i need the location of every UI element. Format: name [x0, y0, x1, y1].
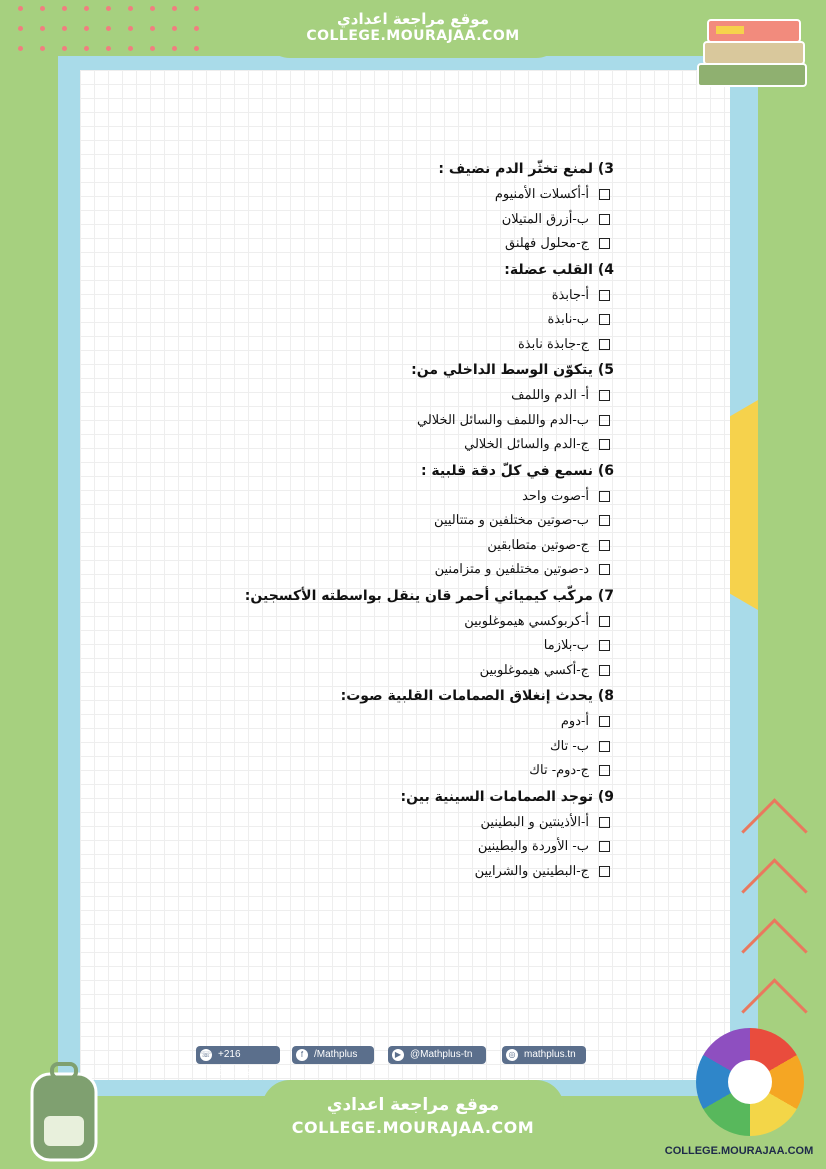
- option-label: د-صوتين مختلفين و متزامنين: [434, 562, 589, 577]
- youtube-icon: ▶: [392, 1049, 404, 1061]
- dot: [62, 6, 67, 11]
- dot: [106, 6, 111, 11]
- facebook-icon: f: [296, 1049, 308, 1061]
- question-title: 9) توجد الصمامات السينية بين:: [400, 788, 614, 805]
- backpack-icon: [14, 1060, 114, 1166]
- checkbox-icon[interactable]: [599, 817, 610, 828]
- site-url[interactable]: COLLEGE.MOURAJAA.COM: [291, 1118, 535, 1137]
- dot: [18, 26, 23, 31]
- option-label: ج-أكسي هيموغلوبين: [479, 662, 589, 678]
- dot: [18, 46, 23, 51]
- dot: [40, 46, 45, 51]
- dot: [194, 46, 199, 51]
- dot: [106, 46, 111, 51]
- option-label: أ-صوت واحد: [522, 488, 589, 504]
- question-title: 7) مركّب كيميائي أحمر قان ينقل بواسطته الأكسجين:: [244, 587, 614, 604]
- option-label: أ-الأذينتين و البطينين: [480, 814, 589, 830]
- dot: [18, 6, 23, 11]
- social-link[interactable]: [388, 1046, 486, 1064]
- answer-option[interactable]: [290, 284, 614, 309]
- site-arabic-name: موقع مراجعة اعدادي: [337, 10, 489, 28]
- checkbox-icon[interactable]: [599, 765, 610, 776]
- social-link[interactable]: [292, 1046, 374, 1064]
- checkbox-icon[interactable]: [599, 564, 610, 575]
- answer-option[interactable]: [290, 384, 614, 409]
- checkbox-icon[interactable]: [599, 640, 610, 651]
- question-title: 5) يتكوّن الوسط الداخلي من:: [411, 362, 614, 378]
- questions-list: [244, 156, 614, 884]
- option-label: ج-دوم- تاك: [529, 763, 589, 778]
- answer-option[interactable]: [290, 409, 614, 434]
- checkbox-icon[interactable]: [599, 439, 610, 450]
- dot: [40, 26, 45, 31]
- dot: [150, 26, 155, 31]
- option-label: ب- تاك: [549, 738, 589, 754]
- option-label: ج-محلول فهلنق: [504, 236, 589, 251]
- answer-option[interactable]: [290, 208, 614, 233]
- dot: [40, 6, 45, 11]
- dot: [172, 46, 177, 51]
- dot: [150, 6, 155, 11]
- option-label: أ- الدم واللمف: [511, 388, 589, 403]
- option-label: أ-دوم: [560, 714, 589, 729]
- answer-option[interactable]: [290, 485, 614, 510]
- dot: [128, 26, 133, 31]
- answer-option[interactable]: [290, 835, 614, 860]
- social-label: @Mathplus-tn: [410, 1049, 473, 1060]
- social-link[interactable]: [196, 1046, 280, 1078]
- option-label: ج-جابذة نابذة: [518, 336, 589, 352]
- checkbox-icon[interactable]: [599, 716, 610, 727]
- checkbox-icon[interactable]: [599, 540, 610, 551]
- checkbox-icon[interactable]: [599, 515, 610, 526]
- option-label: أ-جابذة: [551, 287, 589, 303]
- checkbox-icon[interactable]: [599, 866, 610, 877]
- answer-option[interactable]: [290, 509, 614, 534]
- option-label: ج-الدم والسائل الخلالي: [464, 437, 589, 452]
- whatsapp-icon: ☏: [200, 1050, 211, 1059]
- checkbox-icon[interactable]: [599, 665, 610, 676]
- books-icon: [694, 12, 812, 92]
- dot: [62, 26, 67, 31]
- answer-option[interactable]: [290, 735, 614, 760]
- checkbox-icon[interactable]: [599, 415, 610, 426]
- answer-option[interactable]: [290, 759, 614, 784]
- checkbox-icon[interactable]: [599, 238, 610, 249]
- decorative-dots: [0, 0, 210, 60]
- answer-option[interactable]: [290, 558, 614, 583]
- answer-option[interactable]: [290, 232, 614, 257]
- checkbox-icon[interactable]: [599, 214, 610, 225]
- option-label: ب-صوتين مختلفين و متتاليين: [434, 513, 589, 528]
- dot: [84, 46, 89, 51]
- question-title: 3) لمنع تخثّر الدم نضيف :: [438, 161, 614, 177]
- answer-option[interactable]: [290, 860, 614, 885]
- option-label: أ-أكسلات الأمنيوم: [494, 187, 589, 202]
- dot: [84, 26, 89, 31]
- question-title: 8) يحدث إنغلاق الصمامات القلبية صوت:: [340, 688, 614, 704]
- social-label: /Mathplus: [314, 1049, 358, 1060]
- subjects-wheel-logo: [696, 1028, 804, 1136]
- question-title: 4) القلب عضلة:: [504, 261, 614, 278]
- dot: [194, 26, 199, 31]
- checkbox-icon[interactable]: [599, 390, 610, 401]
- answer-option[interactable]: [290, 308, 614, 333]
- dot: [128, 46, 133, 51]
- checkbox-icon[interactable]: [599, 314, 610, 325]
- option-label: ج-البطينين والشرايين: [474, 863, 589, 879]
- answer-option[interactable]: [290, 333, 614, 358]
- dot: [172, 26, 177, 31]
- checkbox-icon[interactable]: [599, 841, 610, 852]
- checkbox-icon[interactable]: [599, 339, 610, 350]
- logo-url[interactable]: COLLEGE.MOURAJAA.COM: [664, 1145, 814, 1157]
- answer-option[interactable]: [290, 710, 614, 735]
- site-url[interactable]: COLLEGE.MOURAJAA.COM: [306, 28, 520, 44]
- dot: [62, 46, 67, 51]
- answer-option[interactable]: [290, 610, 614, 635]
- checkbox-icon[interactable]: [599, 616, 610, 627]
- dot: [128, 6, 133, 11]
- option-label: ب-أزرق المتيلان: [501, 211, 589, 227]
- answer-option[interactable]: [290, 634, 614, 659]
- answer-option[interactable]: [290, 183, 614, 208]
- question-title: 6) نسمع في كلّ دقة قلبية :: [420, 462, 614, 479]
- option-label: ب-بلازما: [543, 638, 589, 653]
- answer-option[interactable]: [290, 811, 614, 836]
- option-label: ب-الدم واللمف والسائل الخلالي: [417, 412, 589, 428]
- footer-banner: [262, 1080, 564, 1169]
- checkbox-icon[interactable]: [599, 189, 610, 200]
- option-label: ب-نابذة: [547, 312, 589, 327]
- answer-option[interactable]: [290, 534, 614, 559]
- checkbox-icon[interactable]: [599, 290, 610, 301]
- option-label: ب- الأوردة والبطينين: [477, 839, 589, 854]
- social-link[interactable]: [502, 1046, 586, 1064]
- dot: [172, 6, 177, 11]
- checkbox-icon[interactable]: [599, 741, 610, 752]
- social-label: mathplus.tn: [524, 1049, 576, 1060]
- dot: [194, 6, 199, 11]
- social-label: +216 52361249: [218, 1049, 263, 1078]
- checkbox-icon[interactable]: [599, 491, 610, 502]
- dot: [106, 26, 111, 31]
- header-banner: [262, 0, 564, 58]
- answer-option[interactable]: [290, 659, 614, 684]
- option-label: ج-صوتين متطابقين: [487, 537, 589, 553]
- option-label: أ-كربوكسي هيموغلوبين: [464, 613, 589, 629]
- globe-icon: ◎: [506, 1049, 518, 1061]
- dot: [84, 6, 89, 11]
- site-arabic-name: موقع مراجعة اعدادي: [326, 1095, 500, 1115]
- answer-option[interactable]: [290, 433, 614, 458]
- dot: [150, 46, 155, 51]
